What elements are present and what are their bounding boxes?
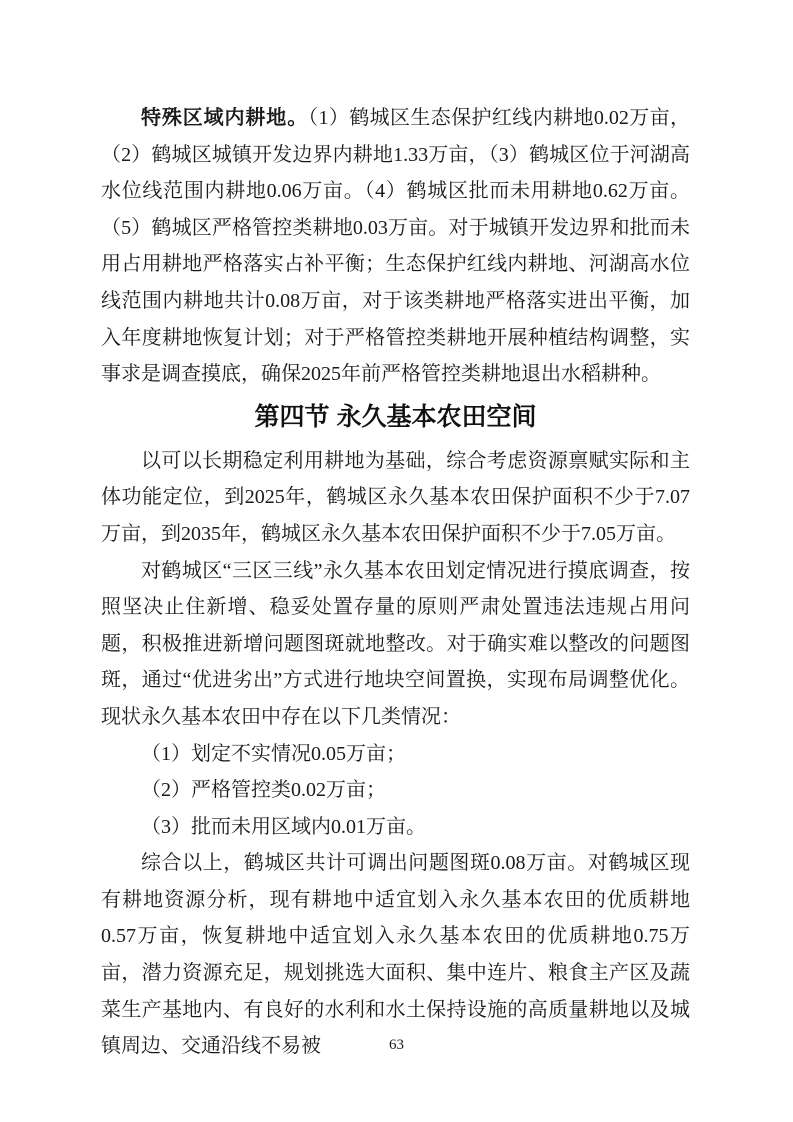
page-number: 63 [389, 1037, 404, 1053]
paragraph-three-zones-three-lines-survey: 对鹤城区“三区三线”永久基本农田划定情况进行摸底调查，按照坚决止住新增、稳妥处置存量的原则严肃处置违法违规占用问题，积极推进新增问题图斑就地整改。对于确实难以整改的问题图斑，通过“优进劣出”方式进行地块空间置换，实现布局调整优化。现状永久基本农田中存在以下几类情况： [101, 559, 690, 728]
document-body [101, 100, 690, 1065]
paragraph-lead-special-area: 特殊区域内耕地。 [141, 107, 309, 129]
paragraph-summary-adjustment: 综合以上，鹤城区共计可调出问题图斑0.08万亩。对鹤城区现有耕地资源分析，现有耕地中适宜划入永久基本农田的优质耕地0.57万亩，恢复耕地中适宜划入永久基本农田的优质耕地0.75万亩，潜力资源充足，规划挑选大面积、集中连片、粮食主产区及蔬菜生产基地内、有良好的水利和水土保持设施的高质量耕地以及城镇周边、交通沿线不易被 [101, 852, 690, 1058]
section-heading-permanent-basic-farmland: 第四节 永久基本农田空间 [254, 402, 537, 431]
paragraph-text-special-area: （1）鹤城区生态保护红线内耕地0.02万亩，（2）鹤城区城镇开发边界内耕地1.33万亩，（3）鹤城区位于河湖高水位线范围内耕地0.06万亩。（4）鹤城区批而未用耕地0.62万亩。（5）鹤城区严格管控类耕地0.03万亩。对于城镇开发边界和批而未用占用耕地严格落实占补平衡；生态保护红线内耕地、河湖高水位线范围内耕地共计0.08万亩，对于该类耕地严格落实进出平衡，加入年度耕地恢复计划；对于严格管控类耕地开展种植结构调整，实事求是调查摸底，确保2025年前严格管控类耕地退出水稻耕种。 [101, 107, 691, 386]
paragraph-special-area-cultivated-land [101, 100, 690, 393]
list-item-strict-control: （2）严格管控类0.02万亩； [141, 779, 386, 802]
paragraph-farmland-protection-targets: 以可以长期稳定利用耕地为基础，综合考虑资源禀赋实际和主体功能定位，到2025年，鹤城区永久基本农田保护面积不少于7.07万亩，到2035年，鹤城区永久基本农田保护面积不少于7.05万亩。 [101, 449, 690, 545]
list-item-inaccurate-designation: （1）划定不实情况0.05万亩； [141, 742, 406, 765]
list-item-approved-unused: （3）批而未用区域内0.01万亩。 [141, 815, 426, 838]
